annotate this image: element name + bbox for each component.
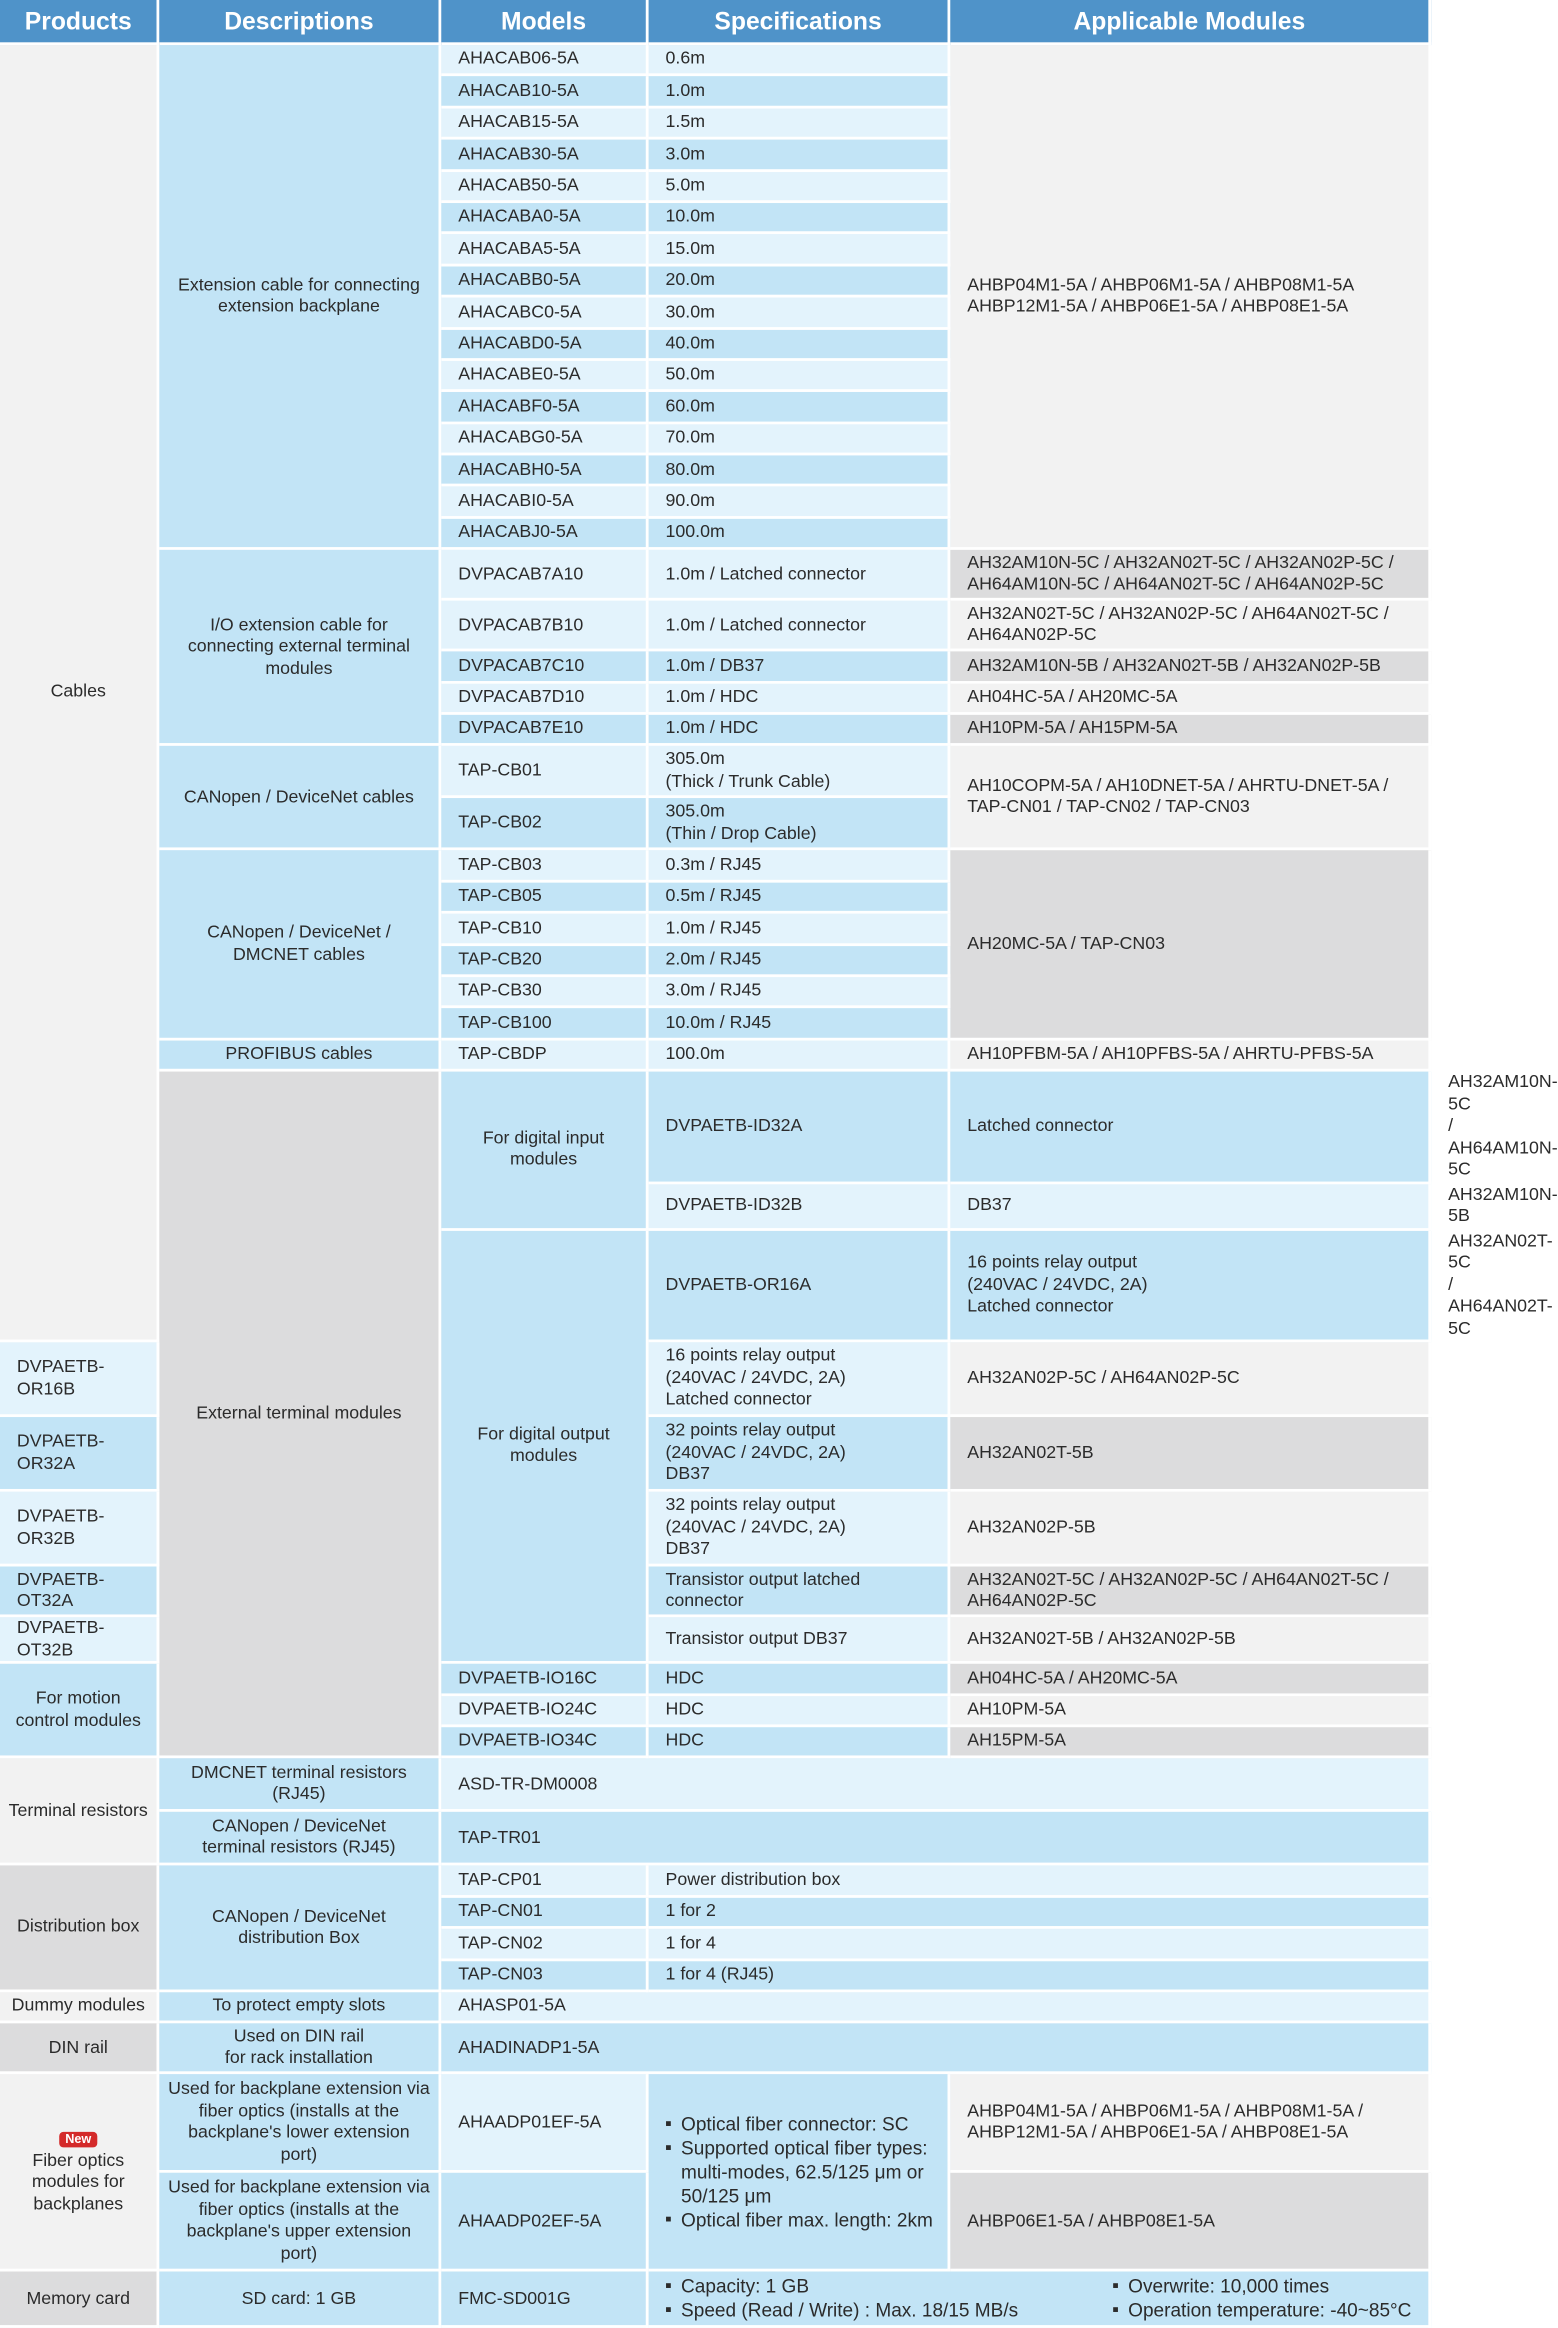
app-cell: AH15PM-5A: [950, 1727, 1431, 1759]
model-cell: TAP-CN03: [441, 1961, 648, 1993]
spec-cell: 3.0m / RJ45: [649, 977, 951, 1009]
model-cell: FMC-SD001G: [441, 2272, 648, 2328]
memory-spec-item: ■ Speed (Read / Write) : Max. 18/15 MB/s: [666, 2299, 1019, 2323]
memory-spec-list: [649, 2272, 1432, 2328]
model-cell: DVPAETB-ID32A: [649, 1072, 951, 1184]
desc-canopen-terminal-resistors: [159, 1812, 441, 1866]
product-terminal-resistors: Terminal resistors: [0, 1759, 159, 1866]
spec-cell: HDC: [649, 1696, 951, 1728]
spec-cell: 15.0m: [649, 235, 951, 267]
spec-length: 305.0m: [665, 801, 725, 822]
spec-line: 32 points relay output: [665, 1495, 836, 1515]
model-cell: DVPACAB7D10: [441, 683, 648, 715]
desc-line: CANopen / DeviceNet: [212, 1815, 386, 1836]
desc-motion-control: For motion control modules: [0, 1664, 159, 1759]
model-cell: TAP-CP01: [441, 1866, 648, 1898]
header-models: Models: [441, 0, 648, 45]
model-cell: AHACABG0-5A: [441, 424, 648, 456]
spec-line: (240VAC / 24VDC, 2A): [665, 1442, 846, 1463]
spec-cell: 50.0m: [649, 361, 951, 393]
spec-cell: [649, 1492, 951, 1567]
model-cell: AHACABH0-5A: [441, 456, 648, 488]
header-products: Products: [0, 0, 159, 45]
model-cell: AHACAB50-5A: [441, 171, 648, 203]
model-cell: TAP-CB05: [441, 882, 648, 914]
spec-cell: [950, 1230, 1431, 1342]
header-row: [0, 0, 1431, 45]
model-cell: AHADINADP1-5A: [441, 2024, 1431, 2075]
app-cell: AH32AN02T-5C / AH32AN02P-5C / AH64AN02T-5C / AH64AN02P-5C: [950, 601, 1431, 652]
spec-cell: 1.0m / Latched connector: [649, 601, 951, 652]
product-fiber-optics: [0, 2075, 159, 2272]
product-fiber-optics-label: Fiber optics modules for backplanes: [31, 2149, 125, 2214]
table-row: [0, 1040, 1431, 1072]
model-cell: AHASP01-5A: [441, 1992, 1431, 2024]
model-cell: AHACABE0-5A: [441, 361, 648, 393]
spec-cell: 0.3m / RJ45: [649, 851, 951, 883]
spec-cell: 70.0m: [649, 424, 951, 456]
spec-cell: Transistor output DB37: [649, 1617, 951, 1664]
model-cell: DVPAETB-OR16B: [0, 1343, 159, 1418]
model-cell: DVPAETB-IO16C: [441, 1664, 648, 1696]
app-cell: AH10PFBM-5A / AH10PFBS-5A / AHRTU-PFBS-5A: [950, 1040, 1431, 1072]
spec-cell: 1.0m / Latched connector: [649, 550, 951, 601]
memory-spec-item: ■ Overwrite: 10,000 times: [1113, 2275, 1412, 2299]
model-cell: AHACAB30-5A: [441, 140, 648, 172]
model-cell: AHACABI0-5A: [441, 487, 648, 519]
spec-cell: 40.0m: [649, 329, 951, 361]
table-row: [0, 746, 1431, 798]
app-dmcnet-cables: AH20MC-5A / TAP-CN03: [950, 851, 1431, 1040]
spec-cell: 1.0m: [649, 77, 951, 109]
spec-cell: 1.0m / RJ45: [649, 914, 951, 946]
desc-io-extension-cable: I/O extension cable for connecting external terminal modules: [159, 550, 441, 746]
spec-cell: 0.6m: [649, 45, 951, 77]
spec-cell: 0.5m / RJ45: [649, 882, 951, 914]
table-row: For digital output modules DVPAETB-OR16A 16 points relay output (240VAC / 24VDC, 2A) Latched connector AH32AN02T-5C / AH64AN02T-5C: [0, 1230, 1431, 1342]
model-cell: DVPAETB-ID32B: [649, 1184, 951, 1231]
model-cell: DVPACAB7E10: [441, 715, 648, 747]
spec-line: Latched connector: [665, 1389, 812, 1410]
desc-dmcnet-cables: CANopen / DeviceNet / DMCNET cables: [159, 851, 441, 1040]
model-cell: TAP-CB30: [441, 977, 648, 1009]
spec-cell: 1 for 4 (RJ45): [649, 1961, 1432, 1993]
spec-cell: [649, 746, 951, 798]
model-cell: AHACAB15-5A: [441, 108, 648, 140]
spec-cell: 1.0m / DB37: [649, 652, 951, 684]
spec-line: (240VAC / 24VDC, 2A): [967, 1274, 1148, 1294]
desc-profibus-cables: PROFIBUS cables: [159, 1040, 441, 1072]
table-row: [0, 851, 1431, 883]
app-cell: AH32AN02T-5B / AH32AN02P-5B: [950, 1617, 1431, 1664]
spec-cell: [649, 799, 951, 851]
model-cell: DVPAETB-IO34C: [441, 1727, 648, 1759]
table-row: DVPAETB-ID32B DB37 AH32AM10N-5B: [0, 1184, 1431, 1231]
spec-line: DB37: [665, 1538, 710, 1559]
model-cell: TAP-CN02: [441, 1929, 648, 1961]
desc-fiber-lower: Used for backplane extension via fiber optics (installs at the backplane's lower extension port): [159, 2075, 441, 2174]
model-cell: DVPAETB-OR32A: [0, 1417, 159, 1492]
app-cell: AHBP06E1-5A / AHBP08E1-5A: [950, 2173, 1431, 2272]
spec-cell: HDC: [649, 1664, 951, 1696]
desc-line: DMCNET terminal resistors: [191, 1762, 407, 1782]
fiber-spec-item: ■ Optical fiber max. length: 2km: [666, 2208, 937, 2232]
table-row: [0, 45, 1431, 77]
app-cell: AH32AN02T-5B: [950, 1417, 1431, 1492]
table-row: [0, 550, 1431, 601]
table-row: [0, 1992, 1431, 2024]
spec-cell: Transistor output latched connector: [649, 1567, 951, 1618]
model-cell: TAP-CB01: [441, 746, 648, 798]
spec-cell: 1 for 4: [649, 1929, 1432, 1961]
model-cell: AHACAB06-5A: [441, 45, 648, 77]
desc-extension-cable: Extension cable for connecting extension backplane: [159, 45, 441, 550]
desc-line: Used on DIN rail: [233, 2025, 365, 2046]
table-row: [0, 2272, 1431, 2328]
model-cell: AHACABJ0-5A: [441, 519, 648, 551]
spec-cell: 5.0m: [649, 171, 951, 203]
spec-cell: 1 for 2: [649, 1897, 1432, 1929]
model-cell: AHACABA5-5A: [441, 235, 648, 267]
spec-line: 16 points relay output: [665, 1345, 836, 1366]
app-extension-cable: AHBP04M1-5A / AHBP06M1-5A / AHBP08M1-5A AHBP12M1-5A / AHBP06E1-5A / AHBP08E1-5A: [950, 45, 1431, 550]
desc-digital-output: For digital output modules: [441, 1230, 648, 1664]
spec-cell: 1.0m / HDC: [649, 715, 951, 747]
model-cell: DVPACAB7C10: [441, 652, 648, 684]
desc-line: (RJ45): [272, 1784, 326, 1804]
model-cell: TAP-CB10: [441, 914, 648, 946]
model-cell: DVPAETB-OT32A: [0, 1567, 159, 1618]
model-cell: TAP-CB100: [441, 1009, 648, 1041]
header-descriptions: Descriptions: [159, 0, 441, 45]
table-row: [0, 1759, 1431, 1813]
model-cell: AHACABF0-5A: [441, 392, 648, 424]
spec-line: Latched connector: [967, 1296, 1114, 1316]
desc-memory-card: SD card: 1 GB: [159, 2272, 441, 2328]
app-cell: AH32AN02P-5B: [950, 1492, 1431, 1567]
spec-length: 305.0m: [665, 749, 725, 770]
spec-cell: 60.0m: [649, 392, 951, 424]
spec-cell: 10.0m / RJ45: [649, 1009, 951, 1041]
model-cell: AHACABB0-5A: [441, 266, 648, 298]
model-cell: AHAADP01EF-5A: [441, 2075, 648, 2174]
app-cell: AH32AN02T-5C / AH32AN02P-5C / AH64AN02T-5C / AH64AN02P-5C: [950, 1567, 1431, 1618]
model-cell: TAP-CB20: [441, 946, 648, 978]
model-cell: DVPACAB7B10: [441, 601, 648, 652]
app-cell: AH32AM10N-5C / AH32AN02T-5C / AH32AN02P-5C / AH64AM10N-5C / AH64AN02T-5C / AH64AN02P-5C: [950, 550, 1431, 601]
table-row: [0, 2024, 1431, 2075]
spec-cell: HDC: [649, 1727, 951, 1759]
spec-cell: 3.0m: [649, 140, 951, 172]
memory-spec-item: ■ Capacity: 1 GB: [666, 2275, 1019, 2299]
spec-cell: 10.0m: [649, 203, 951, 235]
model-cell: TAP-CB03: [441, 851, 648, 883]
product-cables: Cables: [0, 45, 159, 1342]
app-cell: AH04HC-5A / AH20MC-5A: [950, 1664, 1431, 1696]
table-row: [0, 1866, 1431, 1898]
model-cell: AHACABC0-5A: [441, 298, 648, 330]
product-dummy-modules: Dummy modules: [0, 1992, 159, 2024]
model-cell: TAP-CBDP: [441, 1040, 648, 1072]
spec-line: (240VAC / 24VDC, 2A): [665, 1517, 846, 1537]
spec-cell: 1.0m / HDC: [649, 683, 951, 715]
model-cell: TAP-CB02: [441, 799, 648, 851]
spec-cell: 30.0m: [649, 298, 951, 330]
spec-type: (Thin / Drop Cable): [665, 823, 817, 844]
model-cell: DVPAETB-IO24C: [441, 1696, 648, 1728]
app-cell: AH10PM-5A: [950, 1696, 1431, 1728]
desc-dmcnet-terminal-resistors: [159, 1759, 441, 1813]
spec-cell: Latched connector: [950, 1072, 1431, 1184]
spec-cell: 20.0m: [649, 266, 951, 298]
table-row: [0, 1812, 1431, 1866]
desc-fiber-upper: Used for backplane extension via fiber optics (installs at the backplane's upper extension port): [159, 2173, 441, 2272]
model-cell: DVPAETB-OR32B: [0, 1492, 159, 1567]
spec-cell: DB37: [950, 1184, 1431, 1231]
spec-cell: 90.0m: [649, 487, 951, 519]
model-cell: AHACAB10-5A: [441, 77, 648, 109]
model-cell: AHAADP02EF-5A: [441, 2173, 648, 2272]
model-cell: AHACABD0-5A: [441, 329, 648, 361]
spec-cell: Power distribution box: [649, 1866, 1432, 1898]
spec-cell: 2.0m / RJ45: [649, 946, 951, 978]
desc-dummy-modules: To protect empty slots: [159, 1992, 441, 2024]
desc-line: for rack installation: [224, 2047, 373, 2068]
model-cell: DVPAETB-OR16A: [649, 1230, 951, 1342]
product-memory-card: Memory card: [0, 2272, 159, 2328]
fiber-spec-item: ■ Supported optical fiber types: multi-modes, 62.5/125 μm or 50/125 μm: [666, 2136, 937, 2208]
fiber-spec-list: [649, 2075, 951, 2272]
app-cell: AH04HC-5A / AH20MC-5A: [950, 683, 1431, 715]
model-cell: DVPACAB7A10: [441, 550, 648, 601]
desc-din-rail: [159, 2024, 441, 2075]
spec-cell: 1.5m: [649, 108, 951, 140]
spec-cell: [649, 1417, 951, 1492]
model-cell: ASD-TR-DM0008: [441, 1759, 1431, 1813]
desc-digital-input: For digital input modules: [441, 1072, 648, 1231]
spec-line: (240VAC / 24VDC, 2A): [665, 1367, 846, 1388]
header-specifications: Specifications: [649, 0, 951, 45]
desc-line: terminal resistors (RJ45): [202, 1837, 396, 1858]
table-row: [0, 2075, 1431, 2174]
header-applicable-modules: Applicable Modules: [950, 0, 1431, 45]
spec-cell: 100.0m: [649, 519, 951, 551]
spec-cell: 80.0m: [649, 456, 951, 488]
spec-cell: 100.0m: [649, 1040, 951, 1072]
spec-type: (Thick / Trunk Cable): [665, 771, 831, 791]
fiber-spec-item: ■ Optical fiber connector: SC: [666, 2112, 937, 2136]
product-din-rail: DIN rail: [0, 2024, 159, 2075]
product-external-terminal-modules: External terminal modules: [159, 1072, 441, 1759]
spec-line: 16 points relay output: [967, 1252, 1138, 1273]
memory-spec-item: ■ Operation temperature: -40~85°C: [1113, 2299, 1412, 2323]
app-cell: AH32AN02P-5C / AH64AN02P-5C: [950, 1343, 1431, 1418]
app-cell: AH32AM10N-5B / AH32AN02T-5B / AH32AN02P-5B: [950, 652, 1431, 684]
spec-line: DB37: [665, 1464, 710, 1484]
product-distribution-box: Distribution box: [0, 1866, 159, 1992]
desc-canopen-cables: CANopen / DeviceNet cables: [159, 746, 441, 850]
model-cell: AHACABA0-5A: [441, 203, 648, 235]
model-cell: DVPAETB-OT32B: [0, 1617, 159, 1664]
app-cell: AH10PM-5A / AH15PM-5A: [950, 715, 1431, 747]
table-row: External terminal modules For digital input modules DVPAETB-ID32A Latched connector AH32AM10N-5C / AH64AM10N-5C: [0, 1072, 1431, 1184]
app-canopen-cables: AH10COPM-5A / AH10DNET-5A / AHRTU-DNET-5A / TAP-CN01 / TAP-CN02 / TAP-CN03: [950, 746, 1431, 850]
desc-distribution-box: CANopen / DeviceNet distribution Box: [159, 1866, 441, 1992]
spec-cell: [649, 1343, 951, 1418]
new-badge: New: [60, 2132, 97, 2148]
model-cell: TAP-TR01: [441, 1812, 1431, 1866]
model-cell: TAP-CN01: [441, 1897, 648, 1929]
app-cell: AHBP04M1-5A / AHBP06M1-5A / AHBP08M1-5A / AHBP12M1-5A / AHBP06E1-5A / AHBP08E1-5A: [950, 2075, 1431, 2174]
spec-line: 32 points relay output: [665, 1420, 836, 1441]
